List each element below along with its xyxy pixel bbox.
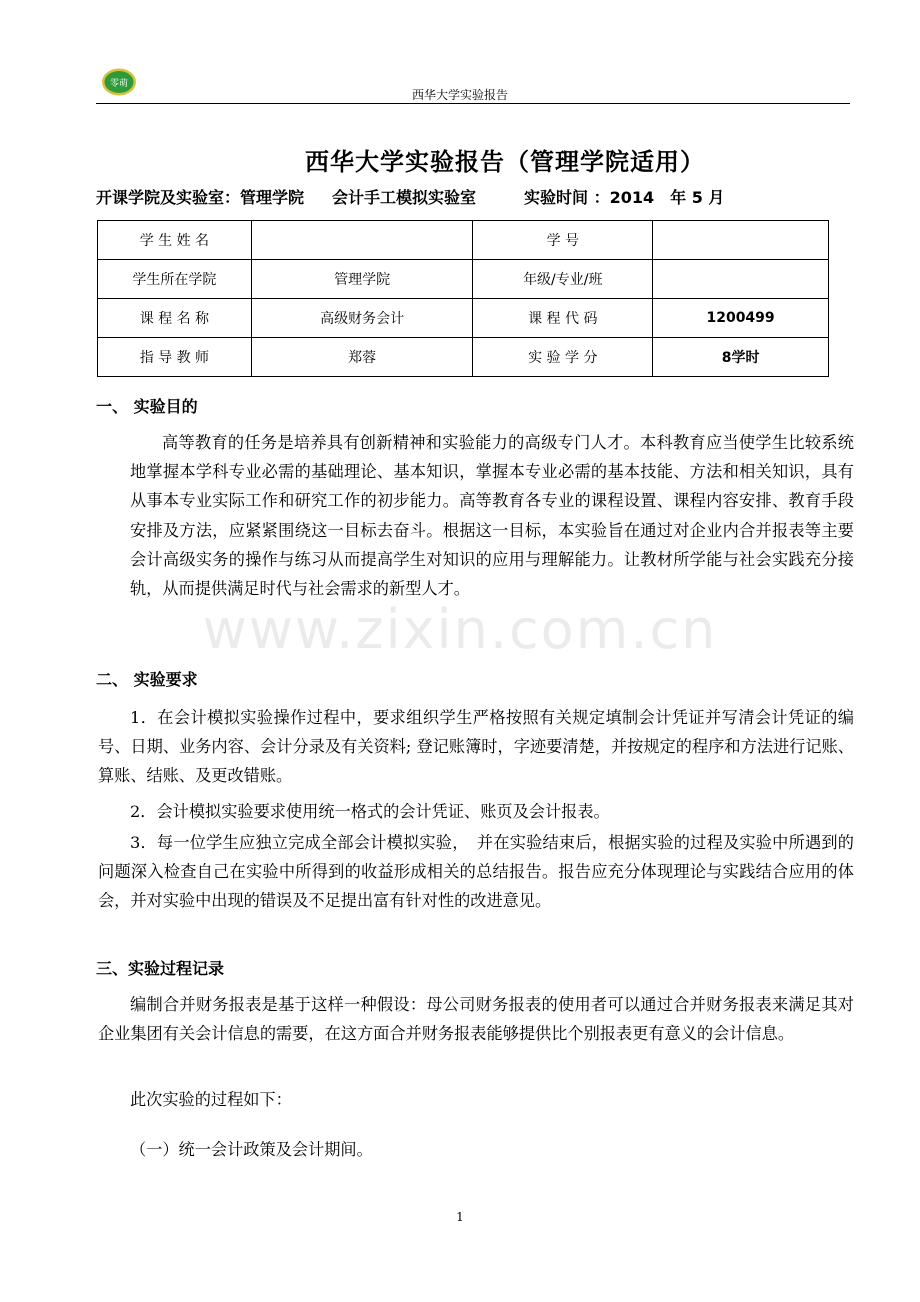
logo-text: 零萌 <box>109 79 129 89</box>
table-cell-label: 指 导 教 师 <box>98 338 252 377</box>
section-title-requirements: 二、 实验要求 <box>96 670 198 689</box>
process-paragraph: 编制合并财务报表是基于这样一种假设：母公司财务报表的使用者可以通过合并财务报表来满足其对企业集团有关会计信息的需要，在这方面合并财务报表能够提供比个别报表更有意义的会计信息。 <box>98 995 854 1044</box>
table-row <box>98 260 829 299</box>
experiment-time: 实验时间 ：2014 年 5 月 <box>524 188 725 207</box>
purpose-paragraph: 高等教育的任务是培养具有创新精神和实验能力的高级专门人才。本科教育应当使学生比较系统地掌握本学科专业必需的基础理论、基本知识，掌握本专业必需的基本技能、方法和相关知识，具有从事本专业实际工作和研究工作的初步能力。高等教育各专业的课程设置、课程内容安排、教育手段安排及方法，应紧紧围绕这一目标去奋斗。根据这一目标，本实验旨在通过对企业内合并报表等主要会计高级实务的操作与练习从而提高学生对知识的应用与理解能力。让教材所学能与社会实践充分接轨，从而提供满足时代与社会需求的新型人才。 <box>130 433 854 599</box>
table-cell-label: 课 程 代 码 <box>473 299 653 338</box>
meta-line <box>96 185 856 208</box>
student-id-value <box>653 221 829 260</box>
header-rule <box>96 103 850 104</box>
table-row <box>98 221 829 260</box>
process-subheading: （一）统一会计政策及会计期间。 <box>130 1140 373 1159</box>
table-row <box>98 299 829 338</box>
student-name-value <box>251 221 473 260</box>
table-cell-label: 学 号 <box>473 221 653 260</box>
document-title: 西华大学实验报告（管理学院适用） <box>305 148 705 176</box>
class-value <box>653 260 829 299</box>
section-title-purpose: 一、 实验目的 <box>96 397 198 416</box>
table-cell-label: 课 程 名 称 <box>98 299 252 338</box>
requirement-paragraph: 3．每一位学生应独立完成全部会计模拟实验， 并在实验结束后，根据实验的过程及实验中所遇到的问题深入检查自己在实验中所得到的收益形成相关的总结报告。报告应充分体现理论与实践结合应用的体会，并对实验中出现的错误及不足提出富有针对性的改进意见。 <box>98 833 854 911</box>
section-title-process: 三、实验过程记录 <box>96 959 225 978</box>
credit-value: 8学时 <box>653 338 829 377</box>
requirement-paragraph: 2．会计模拟实验要求使用统一格式的会计凭证、账页及会计报表。 <box>130 802 610 821</box>
process-paragraph: 此次实验的过程如下： <box>130 1090 292 1109</box>
info-table <box>97 220 829 377</box>
table-row <box>98 338 829 377</box>
table-cell-label: 实 验 学 分 <box>473 338 653 377</box>
watermark: www.zixin.com.cn <box>202 598 718 661</box>
table-cell-label: 学 生 姓 名 <box>98 221 252 260</box>
college-label: 开课学院及实验室：管理学院 <box>96 188 305 207</box>
page-number: 1 <box>456 1210 464 1224</box>
course-code-value: 1200499 <box>653 299 829 338</box>
table-cell-label: 学生所在学院 <box>98 260 252 299</box>
college-value: 管理学院 <box>251 260 473 299</box>
lab-name: 会计手工模拟实验室 <box>332 188 477 207</box>
requirement-paragraph: 1．在会计模拟实验操作过程中，要求组织学生严格按照有关规定填制会计凭证并写清会计凭证的编号、日期、业务内容、会计分录及有关资料; 登记账簿时，字迹要清楚，并按规定的程序和方法进行记账、算账、结账、及更改错账。 <box>98 708 854 786</box>
instructor-value: 郑蓉 <box>251 338 473 377</box>
course-name-value: 高级财务会计 <box>251 299 473 338</box>
running-header: 西华大学实验报告 <box>411 88 508 102</box>
table-cell-label: 年级/专业/班 <box>473 260 653 299</box>
